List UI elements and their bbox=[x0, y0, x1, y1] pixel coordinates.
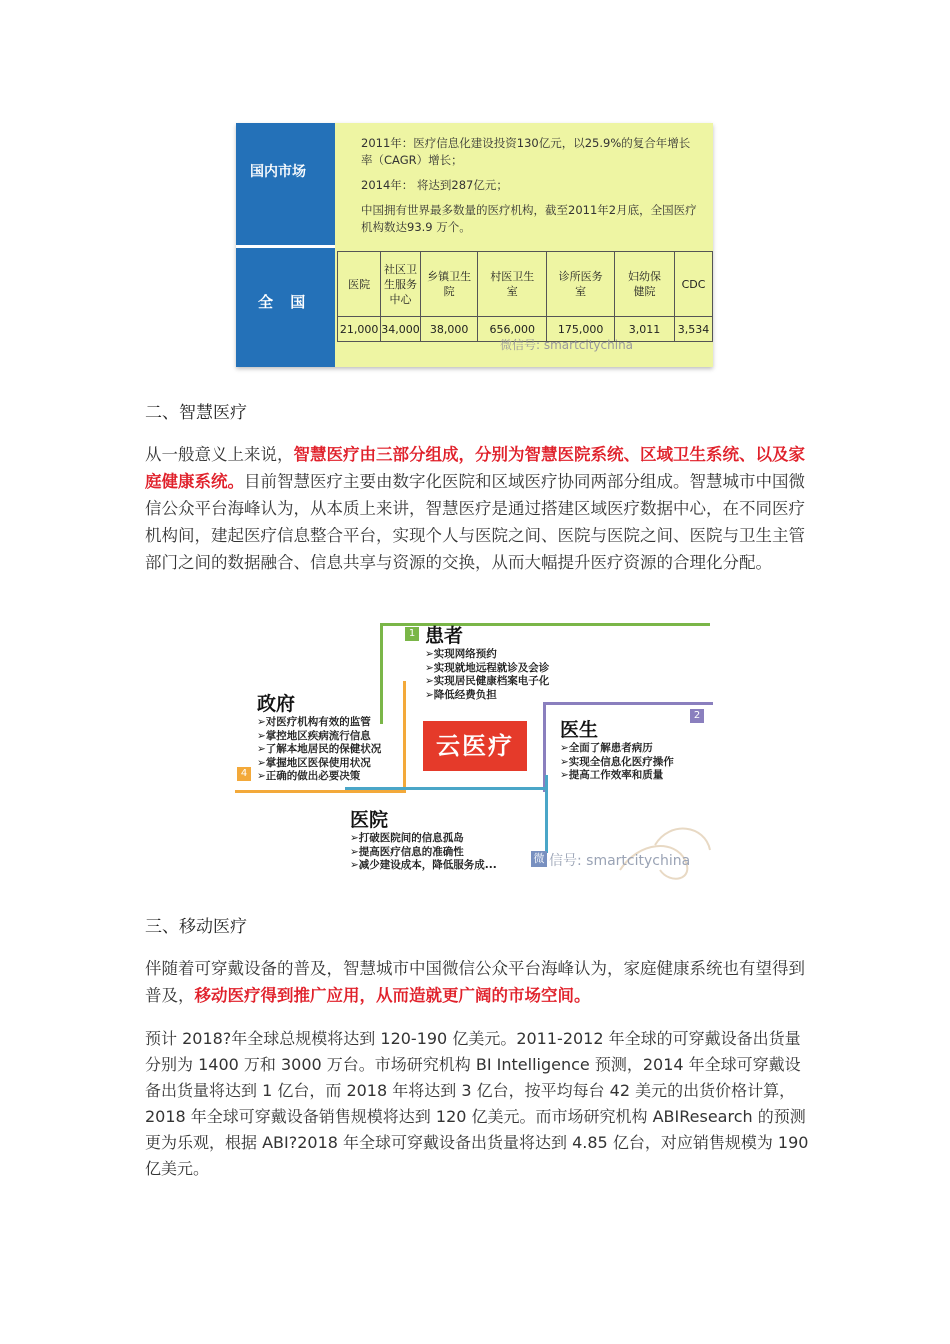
list-item: ➢实现网络预约 bbox=[425, 648, 497, 660]
desc-line: 2011年：医疗信息化建设投资130亿元，以25.9%的复合年增长率（CAGR）增长； bbox=[361, 136, 691, 167]
connector-line bbox=[345, 787, 548, 790]
list-item: ➢对医疗机构有效的监管 bbox=[257, 716, 371, 728]
table-cell: 34,000 bbox=[381, 317, 421, 342]
table-header: 妇幼保健院 bbox=[615, 252, 675, 317]
text: 目前智慧医疗主要由数字化医院和区域医疗协同两部分组成。智慧城市中国微信公众平台海峰认为，从本质上来讲，智慧医疗是通过搭建区域医疗数据中心，在不同医疗机构间，建起医疗信息整合平台，实现个人与医院之间、医院与医院之间、医院与卫生主管部门之间的数据融合、信息共享与资源的交换，从而大幅提升医疗资源的合理化分配。 bbox=[145, 472, 805, 572]
list-item: ➢掌控地区疾病流行信息 bbox=[257, 729, 371, 742]
text: 从一般意义上来说， bbox=[145, 445, 294, 464]
patient-title: 患者 bbox=[425, 625, 464, 647]
table-header: 村医卫生室 bbox=[478, 252, 547, 317]
cloud-healthcare-center: 云医疗 bbox=[423, 721, 527, 771]
table-cell: 38,000 bbox=[420, 317, 478, 342]
section-heading: 二、智慧医疗 bbox=[145, 403, 247, 423]
list-item: ➢实现居民健康档案电子化 bbox=[425, 675, 550, 687]
government-title: 政府 bbox=[257, 693, 296, 715]
table-header: 社区卫生服务中心 bbox=[381, 252, 421, 317]
table-header: CDC bbox=[674, 252, 712, 317]
patient-block bbox=[425, 621, 549, 702]
highlight-text: 智慧医疗由三部分组成，分别为智慧医院系统、区域卫生系统、以及家庭健康系统。 bbox=[145, 445, 805, 491]
doctor-title: 医生 bbox=[560, 719, 599, 741]
market-figure bbox=[236, 123, 713, 367]
list-item: ➢了解本地居民的保健状况 bbox=[257, 743, 382, 755]
paragraph: 预计 2018?年全球总规模将达到 120-190 亿美元。2011-2012 年全球的可穿戴设备出货量分别为 1400 万和 3000 万台。市场研究机构 BI Intelligence 预测，2014 年全球可穿戴设备出货量将达到 1 亿台，而 2018 年将达到 3 亿台，按平均每台 42 美元的出货价格计算，2018 年全球可穿戴设备销售规模将达到 120 亿美元。而市场研究机构 ABIResearch 的预测更为乐观，根据 ABI?2018 年全球可穿戴设备出货量将达到 4.85 亿台，对应销售规模为 190 亿美元。 bbox=[145, 1029, 809, 1178]
watermark: 信号: smartcitychina bbox=[549, 853, 691, 869]
table-cell: 656,000 bbox=[478, 317, 547, 342]
government-list bbox=[257, 716, 381, 784]
institution-table bbox=[337, 251, 713, 342]
list-item: ➢正确的做出必要决策 bbox=[257, 770, 361, 782]
highlight-text: 移动医疗得到推广应用，从而造就更广阔的市场空间。 bbox=[194, 986, 591, 1005]
government-block bbox=[257, 689, 381, 784]
list-item: ➢掌握地区医保使用状况 bbox=[257, 756, 371, 769]
list-item: ➢提高工作效率和质量 bbox=[560, 769, 664, 781]
connector-line bbox=[403, 681, 406, 791]
section-heading: 三、移动医疗 bbox=[145, 917, 247, 937]
step-number: 1 bbox=[405, 627, 419, 641]
text: 伴随着可穿戴设备的普及，智慧城市中国微信公众平台海峰认为，家庭健康系统也有望得到普及， bbox=[145, 959, 805, 1005]
connector-line bbox=[543, 702, 713, 705]
list-item: ➢减少建设成本，降低服务成... bbox=[350, 859, 497, 871]
table-cell: 3,534 bbox=[674, 317, 712, 342]
figure-left-panel bbox=[236, 123, 335, 367]
list-item: ➢实现全信息化医疗操作 bbox=[560, 755, 674, 768]
domestic-market-label: 国内市场 bbox=[250, 164, 306, 180]
doctor-list bbox=[560, 742, 674, 783]
table-header: 医院 bbox=[338, 252, 381, 317]
desc-line: 2014年： 将达到287亿元； bbox=[361, 178, 508, 192]
table-cell: 21,000 bbox=[338, 317, 381, 342]
hospital-block bbox=[350, 805, 497, 873]
cloud-healthcare-figure bbox=[235, 615, 715, 885]
list-item: ➢打破医院间的信息孤岛 bbox=[350, 832, 464, 844]
hospital-title: 医院 bbox=[350, 809, 389, 831]
divider bbox=[236, 245, 335, 248]
desc-line: 中国拥有世界最多数量的医疗机构，截至2011年2月底，全国医疗机构数达93.9 万个。 bbox=[361, 203, 697, 234]
doctor-block bbox=[560, 715, 674, 783]
list-item: ➢降低经费负担 bbox=[425, 688, 497, 701]
list-item: ➢实现就地远程就诊及会诊 bbox=[425, 661, 550, 674]
connector-line bbox=[235, 790, 406, 793]
step-number: 4 bbox=[237, 767, 251, 781]
table-header: 乡镇卫生院 bbox=[420, 252, 478, 317]
list-item: ➢全面了解患者病历 bbox=[560, 742, 653, 754]
paragraph bbox=[145, 955, 815, 1009]
watermark: 微信号: smartcitychina bbox=[500, 338, 634, 352]
step-number: 2 bbox=[690, 709, 704, 723]
paragraph bbox=[145, 441, 815, 576]
table-header: 诊所医务室 bbox=[547, 252, 615, 317]
patient-list bbox=[425, 648, 549, 702]
wechat-logo-icon: 微 bbox=[531, 851, 547, 867]
list-item: ➢提高医疗信息的准确性 bbox=[350, 845, 464, 858]
table-cell: 3,011 bbox=[615, 317, 675, 342]
nationwide-label: 全 国 bbox=[258, 293, 312, 311]
market-description bbox=[361, 135, 701, 244]
hospital-list bbox=[350, 832, 497, 873]
table-cell: 175,000 bbox=[547, 317, 615, 342]
